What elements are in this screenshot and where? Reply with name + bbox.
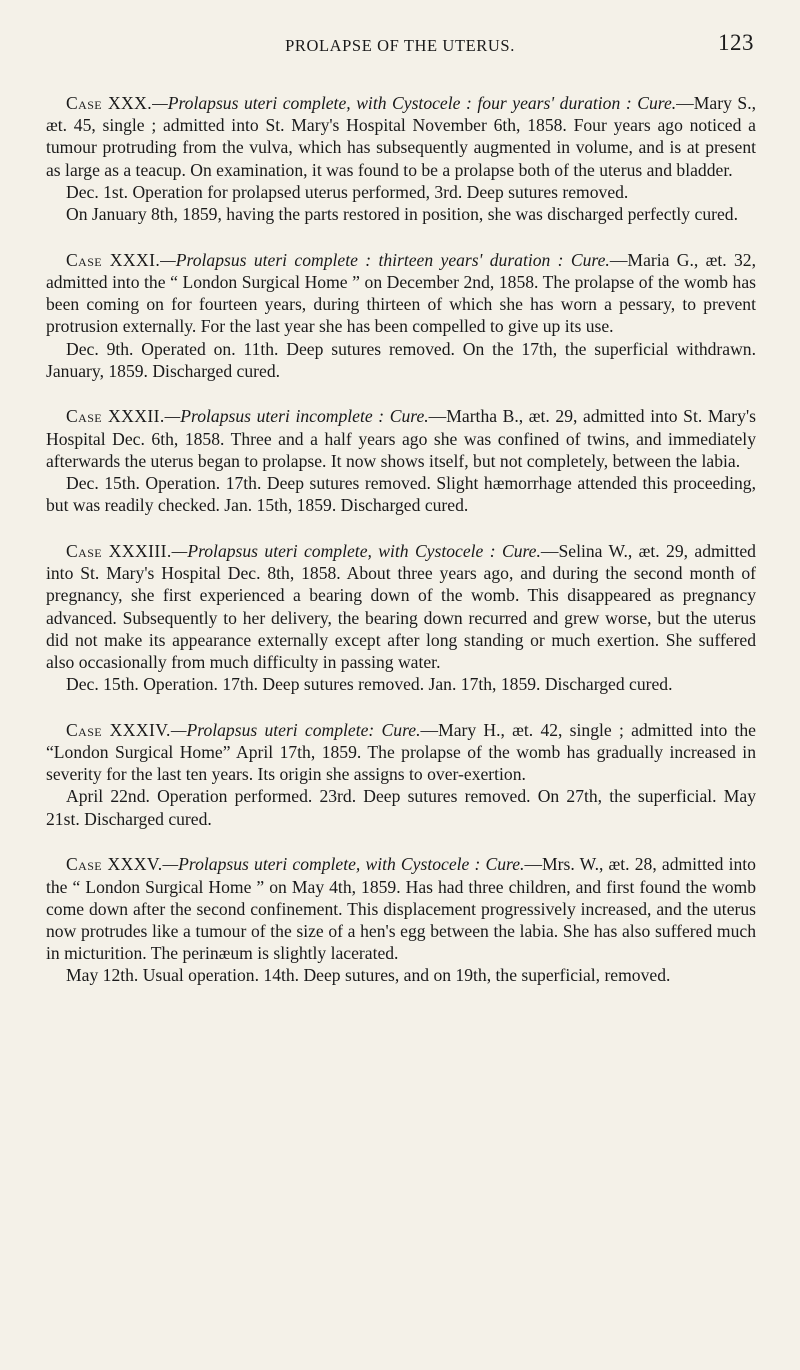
- case-label: Case XXXI.: [66, 249, 161, 270]
- case-title: —Prolapsus uteri complete:: [170, 719, 375, 740]
- case-outcome: Cure.: [637, 93, 677, 113]
- case-title: —Prolapsus uteri complete, with Cystocele : four years' duration :: [152, 93, 632, 113]
- case-xxxv: [46, 853, 756, 986]
- case-outcome: Cure.: [389, 406, 429, 427]
- page-number: 123: [718, 30, 754, 55]
- case-text: —Mary H., æt. 42, single ; admitted into the “London Surgical Home” April 17th, 1859. The prolapse of the womb has gradually increased in severity for the last ten years. Its origin she assigns to over-exertion.: [46, 719, 756, 785]
- case-paragraph: [46, 249, 756, 338]
- case-text: —Maria G., æt. 32, admitted into the “ London Surgical Home ” on December 2nd, 1858. The prolapse of the womb has been coming on for fourteen years, during thirteen of which she has worn a pessary, to prevent protrusion externally. For the last year she has been compelled to give up its use.: [46, 249, 756, 337]
- case-paragraph: On January 8th, 1859, having the parts restored in position, she was discharged perfectly cured.: [66, 204, 738, 225]
- case-outcome: Cure.: [381, 719, 421, 740]
- case-paragraph: Dec. 15th. Operation. 17th. Deep sutures removed. Slight hæmorrhage attended this proceeding, but was readily checked. Jan. 15th, 1859. Discharged cured.: [46, 473, 756, 516]
- case-paragraph: Dec. 9th. Operated on. 11th. Deep sutures removed. On the 17th, the superficial withdrawn. January, 1859. Discharged cured.: [46, 338, 756, 381]
- case-xxxii: [46, 405, 756, 516]
- case-paragraph: Dec. 15th. Operation. 17th. Deep sutures removed. Jan. 17th, 1859. Discharged cured.: [66, 674, 673, 695]
- case-outcome: Cure.: [570, 249, 610, 270]
- case-paragraph: [46, 540, 756, 673]
- running-title: PROLAPSE OF THE UTERUS.: [285, 36, 515, 55]
- case-title: —Prolapsus uteri complete : thirteen years' duration :: [160, 249, 564, 270]
- case-text: —Mary S., æt. 45, single ; admitted into St. Mary's Hospital November 6th, 1858. Four years ago noticed a tumour protruding from the vulva, which has subsequently augmented in volume, and is at present as large as a teacup. On examination, it was found to be a prolapse both of the uterus and bladder.: [46, 93, 756, 180]
- case-text: —Mrs. W., æt. 28, admitted into the “ London Surgical Home ” on May 4th, 1859. Has had three children, and first found the womb come down after the second confinement. This displacement progressively increased, and the uterus now protrudes like a tumour of the size of a hen's egg between the labia. She has also suffered much in micturition. The perinæum is slightly lacerated.: [46, 854, 756, 964]
- case-paragraph: [46, 92, 756, 181]
- case-text: —Martha B., æt. 29, admitted into St. Mary's Hospital Dec. 6th, 1858. Three and a half years ago she was confined of twins, and immediately afterwards the uterus began to prolapse. It now shows itself, but not completely, between the labia.: [46, 406, 756, 471]
- case-xxxi: [46, 249, 756, 382]
- case-xxxiv: [46, 719, 756, 830]
- case-label: Case XXXIII.: [66, 540, 172, 561]
- body-text: [46, 92, 756, 1010]
- case-outcome: Cure.: [485, 854, 525, 875]
- running-head: [46, 30, 754, 60]
- case-paragraph: April 22nd. Operation performed. 23rd. Deep sutures removed. On 27th, the superficial. May 21st. Discharged cured.: [46, 786, 756, 829]
- case-title: —Prolapsus uteri incomplete :: [164, 406, 385, 427]
- case-xxx: [46, 92, 756, 225]
- case-title: —Prolapsus uteri complete, with Cystocele :: [162, 854, 481, 875]
- case-outcome: Cure.: [501, 540, 541, 561]
- case-paragraph: [46, 719, 756, 786]
- case-label: Case XXX.: [66, 93, 153, 113]
- case-paragraph: May 12th. Usual operation. 14th. Deep sutures, and on 19th, the superficial, removed.: [66, 965, 671, 986]
- case-label: Case XXXII.: [66, 406, 165, 427]
- case-paragraph: [46, 853, 756, 964]
- case-paragraph: Dec. 1st. Operation for prolapsed uterus performed, 3rd. Deep sutures removed.: [66, 181, 629, 202]
- case-title: —Prolapsus uteri complete, with Cystocele :: [171, 540, 496, 561]
- case-label: Case XXXIV.: [66, 719, 171, 740]
- case-text: —Selina W., æt. 29, admitted into St. Mary's Hospital Dec. 8th, 1858. About three years ago, and during the second month of pregnancy, she first experienced a bearing down of the womb. This disappeared as pregnancy advanced. Subsequently to her delivery, the bearing down recurred and grew worse, but the uterus did not make its appearance externally except after long standing or much exertion. She suffered also occasionally from much difficulty in passing water.: [46, 540, 756, 672]
- case-paragraph: [46, 405, 756, 472]
- case-label: Case XXXV.: [66, 854, 163, 875]
- case-xxxiii: [46, 540, 756, 695]
